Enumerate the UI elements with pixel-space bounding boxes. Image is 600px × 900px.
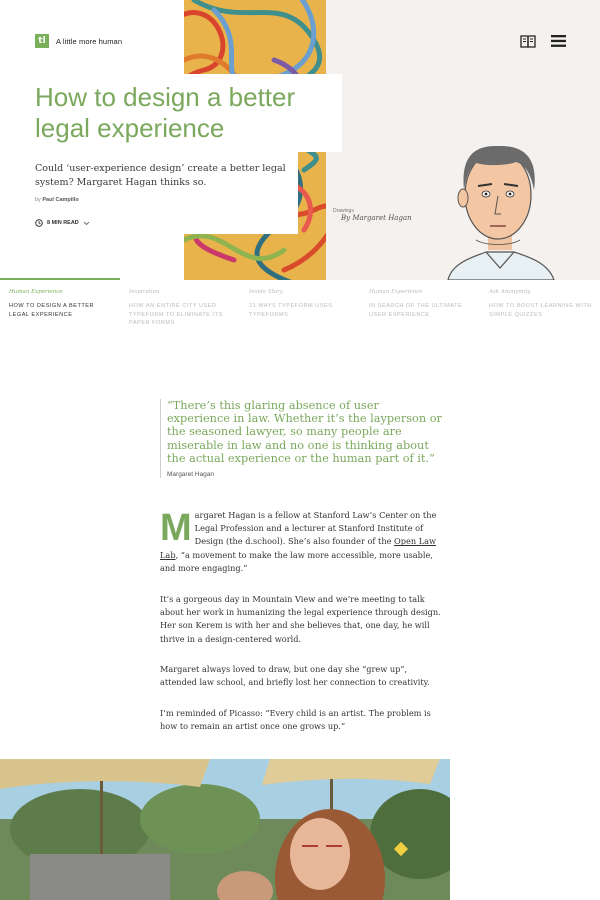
author-link[interactable]: Paul Campillo [42, 197, 79, 203]
related-category: Human Experience [369, 289, 423, 295]
paragraph-3: Margaret always loved to draw, but one day she “grew up”, attended law school, and briefly lost her connection to creativity. [160, 664, 430, 688]
quote-text: “There’s this glaring absence of user experience in law. Whether it’s the layperson or the seasoned lawyer, so many people are miserable in law and no one is thinking about the actual experience or the human part of it.” [167, 399, 442, 465]
read-time-label: 8 MIN READ [47, 220, 79, 226]
header-actions [520, 34, 566, 48]
related-title: HOW TO BOOST LEARNING WITH SIMPLE QUIZZES [489, 303, 592, 318]
paragraph-2: It’s a gorgeous day in Mountain View and we’re meeting to talk about her work in humanizing the legal experience through design. Her son Kerem is with her and she believes that, one day, he will thrive in a design-centered world. [160, 594, 441, 644]
page-subtitle: Could ‘user-experience design’ create a better legal system? Margaret Hagan thinks so. [35, 163, 286, 188]
menu-icon[interactable] [550, 34, 566, 48]
page-title: How to design a better legal experience [35, 82, 296, 143]
pull-quote [160, 399, 442, 478]
book-icon[interactable] [520, 34, 536, 48]
brand[interactable] [35, 34, 122, 48]
related-category: Inspiration [129, 289, 160, 295]
related-category: Human Experience [9, 289, 63, 295]
byline-prefix: by [35, 197, 41, 203]
related-category: Inside Story [249, 289, 283, 295]
drawing-credit: Drawings [333, 208, 354, 214]
paragraph-1-text-b: , “a movement to make the law more accessible, more usable, and more engaging.” [160, 549, 433, 573]
active-indicator [0, 278, 120, 280]
related-title: 21 WAYS TYPEFORM USES TYPEFORMS [249, 303, 333, 318]
related-category: Ask Anonymity [489, 289, 531, 295]
related-title: HOW TO DESIGN A BETTER LEGAL EXPERIENCE [9, 303, 95, 318]
paragraph-1 [160, 509, 442, 575]
paragraph-1-text-a: argaret Hagan is a fellow at Stanford Law’s Center on the Legal Profession and a lecturer at Stanford Institute of Design (the d.school). She’s also founder of the [194, 510, 437, 547]
clock-icon [35, 219, 43, 227]
byline [35, 197, 79, 203]
related-item-5[interactable] [489, 280, 599, 319]
related-item-1[interactable] [0, 278, 110, 319]
quote-author: Margaret Hagan [167, 471, 214, 479]
related-item-3[interactable] [249, 280, 359, 319]
drop-cap: M [160, 507, 192, 549]
chevron-down-icon [83, 221, 90, 226]
related-title: IN SEARCH OF THE ULTIMATE USER EXPERIENCE [369, 303, 463, 318]
article-photo [0, 759, 450, 900]
related-item-4[interactable] [369, 280, 479, 319]
open-law-lab-link[interactable]: Open Law Lab [160, 536, 437, 560]
paragraph-4: I’m reminded of Picasso: “Every child is an artist. The problem is how to remain an artist once one grows up.” [160, 708, 431, 732]
brand-logo[interactable]: tl [35, 34, 49, 48]
brand-name[interactable]: A little more human [56, 36, 123, 46]
read-time-toggle[interactable] [35, 219, 90, 227]
related-title: HOW AN ENTIRE CITY USED TYPEFORM TO ELIMINATE ITS PAPER FORMS [129, 303, 223, 326]
hero [0, 0, 600, 280]
related-articles-nav [0, 278, 600, 338]
drawing-signature: By Margaret Hagan [341, 214, 412, 222]
related-item-2[interactable] [129, 280, 239, 328]
